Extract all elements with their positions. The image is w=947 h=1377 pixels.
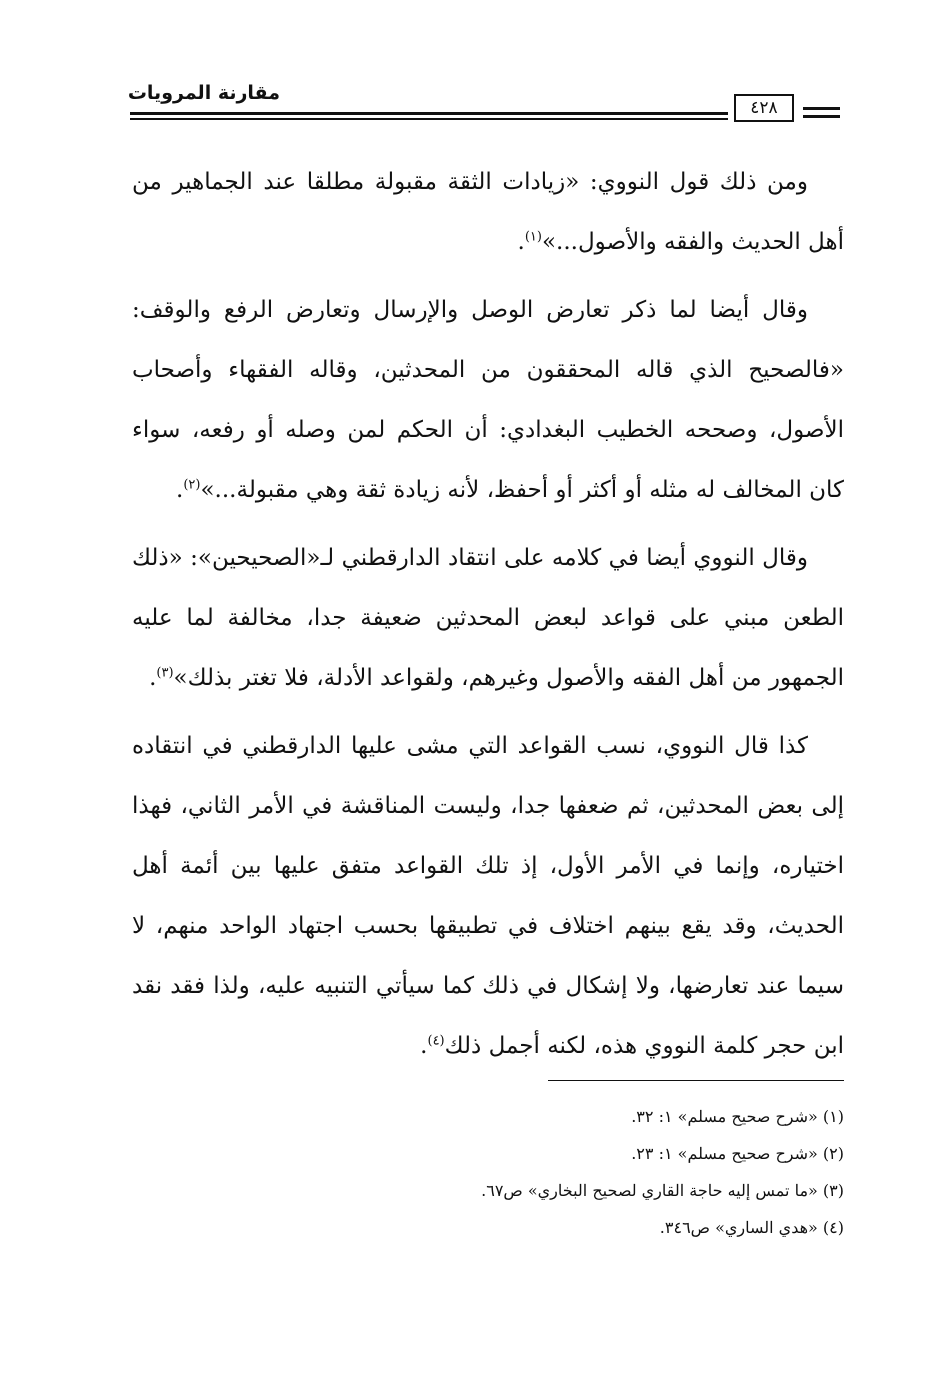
paragraph-end: . [176, 477, 184, 503]
footnote-ref: (١) [524, 229, 542, 245]
footnotes [300, 1098, 844, 1246]
footnote-ref: (٤) [427, 1033, 445, 1049]
page-header [127, 80, 842, 128]
paragraph [132, 528, 844, 708]
page-number: ٤٢٨ [734, 94, 794, 122]
running-title: مقارنة المرويات [127, 82, 280, 104]
paragraph [132, 716, 844, 1076]
main-text [132, 152, 844, 1084]
footnote: (٢) «شرح صحيح مسلم» ١: ٢٣. [631, 1144, 844, 1163]
paragraph [132, 280, 844, 520]
paragraph-text: ومن ذلك قول النووي: «زيادات الثقة مقبولة مطلقا عند الجماهير من أهل الحديث والفقه والأصول...» [132, 169, 844, 255]
footnote: (١) «شرح صحيح مسلم» ١: ٣٢. [631, 1107, 844, 1126]
footnote-ref: (٢) [183, 477, 201, 493]
footnote-ref: (٣) [156, 665, 174, 681]
paragraph [132, 152, 844, 272]
paragraph-end: . [420, 1033, 428, 1059]
paragraph-text: وقال النووي أيضا في كلامه على انتقاد الدارقطني لـ«الصحيحين»: «ذلك الطعن مبني على قواعد لبعض المحدثين ضعيفة جدا، مخالفة لما عليه الجمهور من أهل الفقه والأصول وغيرهم، ولقواعد الأدلة، فلا تغتر بذلك» [132, 545, 844, 691]
header-mark [803, 107, 840, 110]
header-rule-secondary [130, 118, 728, 120]
footnote: (٤) «هدي الساري» ص٣٤٦. [659, 1218, 844, 1237]
header-mark [803, 115, 840, 118]
paragraph-end: . [149, 665, 157, 691]
footnote: (٣) «ما تمس إليه حاجة القاري لصحيح البخاري» ص٦٧. [481, 1181, 844, 1200]
paragraph-text: وقال أيضا لما ذكر تعارض الوصل والإرسال وتعارض الرفع والوقف: «فالصحيح الذي قاله المحققون من المحدثين، وقاله الفقهاء وأصحاب الأصول، وصححه الخطيب البغدادي: أن الحكم لمن وصله أو رفعه، سواء كان المخالف له مثله أو أكثر أو أحفظ، لأنه زيادة ثقة وهي مقبولة...» [132, 297, 844, 503]
paragraph-end: . [517, 229, 525, 255]
paragraph-text: كذا قال النووي، نسب القواعد التي مشى عليها الدارقطني في انتقاده إلى بعض المحدثين، ثم ضعفها جدا، وليست المناقشة في الأمر الثاني، فهذا اختياره، وإنما في الأمر الأول، إذ تلك القواعد متفق عليها بين أئمة أهل الحديث، وقد يقع بينهم اختلاف في تطبيقها بحسب اجتهاد الواحد منهم، لا سيما عند تعارضها، ولا إشكال في ذلك كما سيأتي التنبيه عليه، ولذا فقد نقد ابن حجر كلمة النووي هذه، لكنه أجمل ذلك [132, 733, 844, 1059]
footnote-divider [548, 1080, 844, 1081]
header-rule [130, 112, 728, 115]
